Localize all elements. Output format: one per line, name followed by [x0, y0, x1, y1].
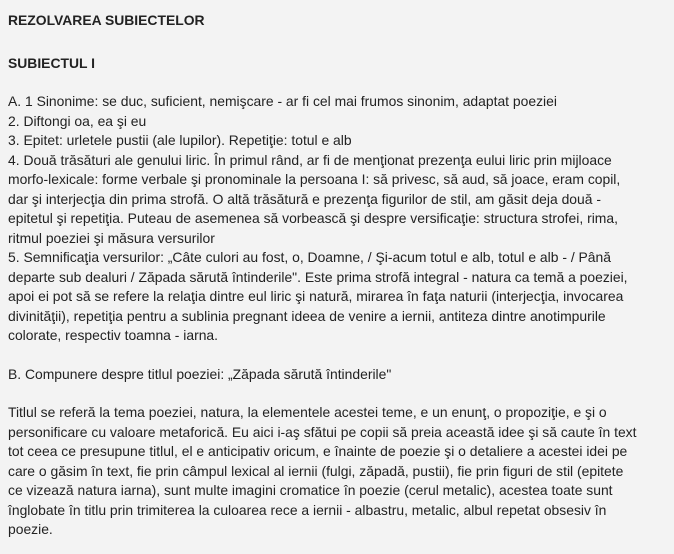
text-line: 4. Două trăsături ale genului liric. În primul rând, ar fi de menţionat prezenţa eului liric prin mijloace	[8, 151, 612, 168]
text-line: care o găsim în text, fie prin câmpul lexical al iernii (fulgi, zăpadă, pustii), fie prin figuri de stil (epitete	[8, 462, 624, 479]
text-line: colorate, respectiv toamna - iarna.	[8, 327, 219, 343]
text-line: 2. Diftongi oa, ea şi eu	[8, 112, 147, 129]
section-b-heading: B. Compunere despre titlul poeziei: „Zăpada sărută întinderile"	[8, 365, 392, 382]
text-line: ce vizează natura iarna), sunt multe imagini cromatice în poezie (cerul metalic), acestea toate sunt	[8, 482, 613, 498]
text-line: morfo-lexicale: forme verbale şi pronominale la persoana I: să privesc, să aud, să joace, eram copil,	[8, 171, 621, 187]
text-line: apoi ei pot să se refere la relaţia dintre eul liric şi natură, mirarea în faţa naturii (interjecţia, invocarea	[8, 288, 624, 304]
essay-paragraph	[8, 403, 666, 540]
section-a-answers	[8, 92, 666, 346]
page-title: REZOLVAREA SUBIECTELOR	[8, 12, 205, 28]
text-line: epitetul şi repetiţia. Puteau de asemenea să vorbească şi despre versificaţie: structura strofei, rima,	[8, 210, 618, 226]
section-subtitle: SUBIECTUL I	[8, 54, 95, 71]
text-line: A. 1 Sinonime: se duc, suficient, nemişcare - ar fi cel mai frumos sinonim, adaptat poeziei	[8, 93, 557, 109]
text-line: 5. Semnificaţia versurilor: „Câte culori au fost, o, Doamne, / Şi-acum totul e alb, totul e alb - / Până	[8, 249, 611, 265]
text-line: departe sub dealuri / Zăpada sărută întinderile". Este prima strofă integral - natura ca temă a poeziei,	[8, 268, 628, 285]
text-line: personificare cu valoare metaforică. Eu aici i-aş sfătui pe copii să preia această idee şi să caute în text	[8, 423, 637, 440]
text-line: poezie.	[8, 521, 53, 537]
text-line: divinităţii), repetiţia pentru a sublinia pregnant ideea de venire a iernii, antiteza dintre anotimpurile	[8, 307, 606, 324]
text-line: dar şi interjecţia din prima strofă. O altă trăsătură e prezenţa figurilor de stil, am găsit deja două -	[8, 190, 601, 207]
text-line: înglobate în titlu prin trimiterea la culoarea rece a iernii - albastru, metalic, albul repetat obsesiv în	[8, 501, 607, 518]
text-line: ritmul poeziei şi măsura versurilor	[8, 229, 215, 246]
text-line: Titlul se referă la tema poeziei, natura, la elementele acestei teme, e un enunţ, o propoziţie, e şi o	[8, 404, 607, 420]
text-line: tot ceea ce presupune titlul, el e anticipativ oricum, e înainte de poezie şi o detaliere a acestei idei pe	[8, 443, 628, 459]
text-line: 3. Epitet: urletele pustii (ale lupilor). Repetiţie: totul e alb	[8, 132, 352, 148]
